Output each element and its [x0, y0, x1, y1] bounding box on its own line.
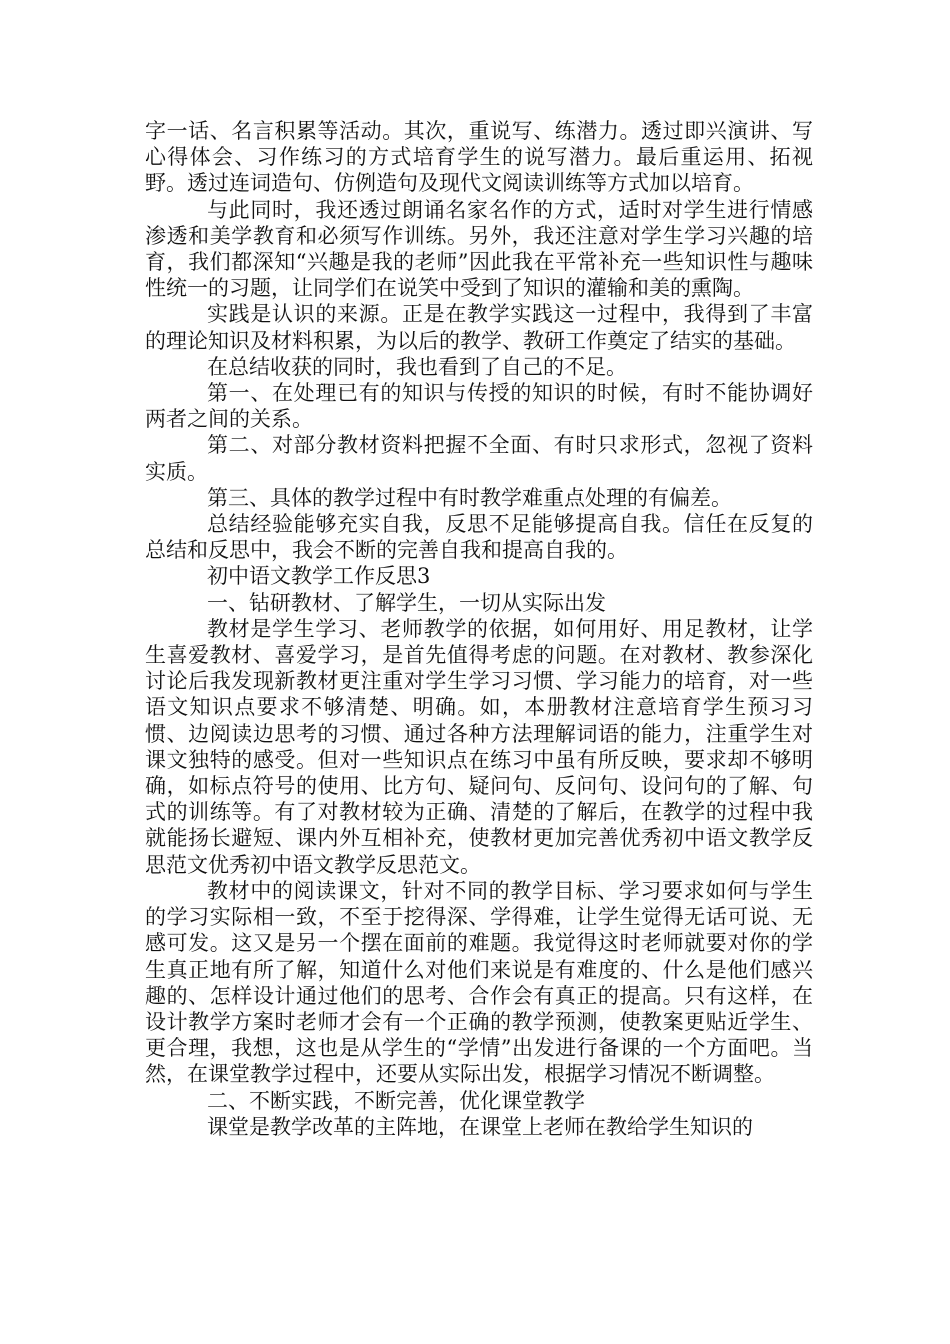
paragraph: 总结经验能够充实自我，反思不足能够提高自我。信任在反复的总结和反思中，我会不断的完善自我和提高自我的。: [145, 512, 813, 563]
paragraph: 教材是学生学习、老师教学的依据，如何用好、用足教材，让学生喜爱教材、喜爱学习，是首先值得考虑的问题。在对教材、教参深化讨论后我发现新教材更注重对学生学习习惯、学习能力的培育，对一些语文知识点要求不够清楚、明确。如，本册教材注意培育学生预习习惯、边阅读边思考的习惯、通过各种方法理解词语的能力，注重学生对课文独特的感受。但对一些知识点在练习中虽有所反映，要求却不够明确，如标点符号的使用、比方句、疑问句、反问句、设问句的了解、句式的训练等。有了对教材较为正确、清楚的了解后，在教学的过程中我就能扬长避短、课内外互相补充，使教材更加完善优秀初中语文教学反思范文优秀初中语文教学反思范文。: [145, 616, 813, 877]
paragraph: 课堂是教学改革的主阵地，在课堂上老师在教给学生知识的: [207, 1114, 753, 1139]
section-heading: 一、钻研教材、了解学生，一切从实际出发: [207, 590, 606, 615]
section-heading: 二、不断实践，不断完善，优化课堂教学: [207, 1088, 585, 1113]
paragraph: 教材中的阅读课文，针对不同的教学目标、学习要求如何与学生的学习实际相一致，不至于挖得深、学得难，让学生觉得无话可说、无感可发。这又是另一个摆在面前的难题。我觉得这时老师就要对你的学生真正地有所了解，知道什么对他们来说是有难度的、什么是他们感兴趣的、怎样设计通过他们的思考、合作会有真正的提高。只有这样，在设计教学方案时老师才会有一个正确的教学预测，使教案更贴近学生、更合理，我想，这也是从学生的“学情”出发进行备课的一个方面吧。当然，在课堂教学过程中，还要从实际出发，根据学习情况不断调整。: [145, 878, 813, 1087]
paragraph: 在总结收获的同时，我也看到了自己的不足。: [207, 354, 627, 379]
paragraph: 第一、在处理已有的知识与传授的知识的时候，有时不能协调好两者之间的关系。: [145, 381, 813, 432]
paragraph: 与此同时，我还透过朗诵名家名作的方式，适时对学生进行情感渗透和美学教育和必须写作训练。另外，我还注意对学生学习兴趣的培育，我们都深知“兴趣是我的老师”因此我在平常补充一些知识性与趣味性统一的习题，让同学们在说笑中受到了知识的灌输和美的熏陶。: [145, 197, 813, 301]
paragraph-continued: 字一话、名言积累等活动。其次，重说写、练潜力。透过即兴演讲、写心得体会、习作练习的方式培育学生的说写潜力。最后重运用、拓视野。透过连词造句、仿例造句及现代文阅读训练等方式加以培育。: [145, 119, 813, 196]
paragraph: 第三、具体的教学过程中有时教学难重点处理的有偏差。: [207, 485, 732, 510]
section-title: 初中语文教学工作反思3: [207, 564, 431, 589]
paragraph: 第二、对部分教材资料把握不全面、有时只求形式，忽视了资料实质。: [145, 433, 813, 484]
paragraph: 实践是认识的来源。正是在教学实践这一过程中，我得到了丰富的理论知识及材料积累，为以后的教学、教研工作奠定了结实的基础。: [145, 302, 813, 353]
document-page: [145, 118, 813, 1140]
